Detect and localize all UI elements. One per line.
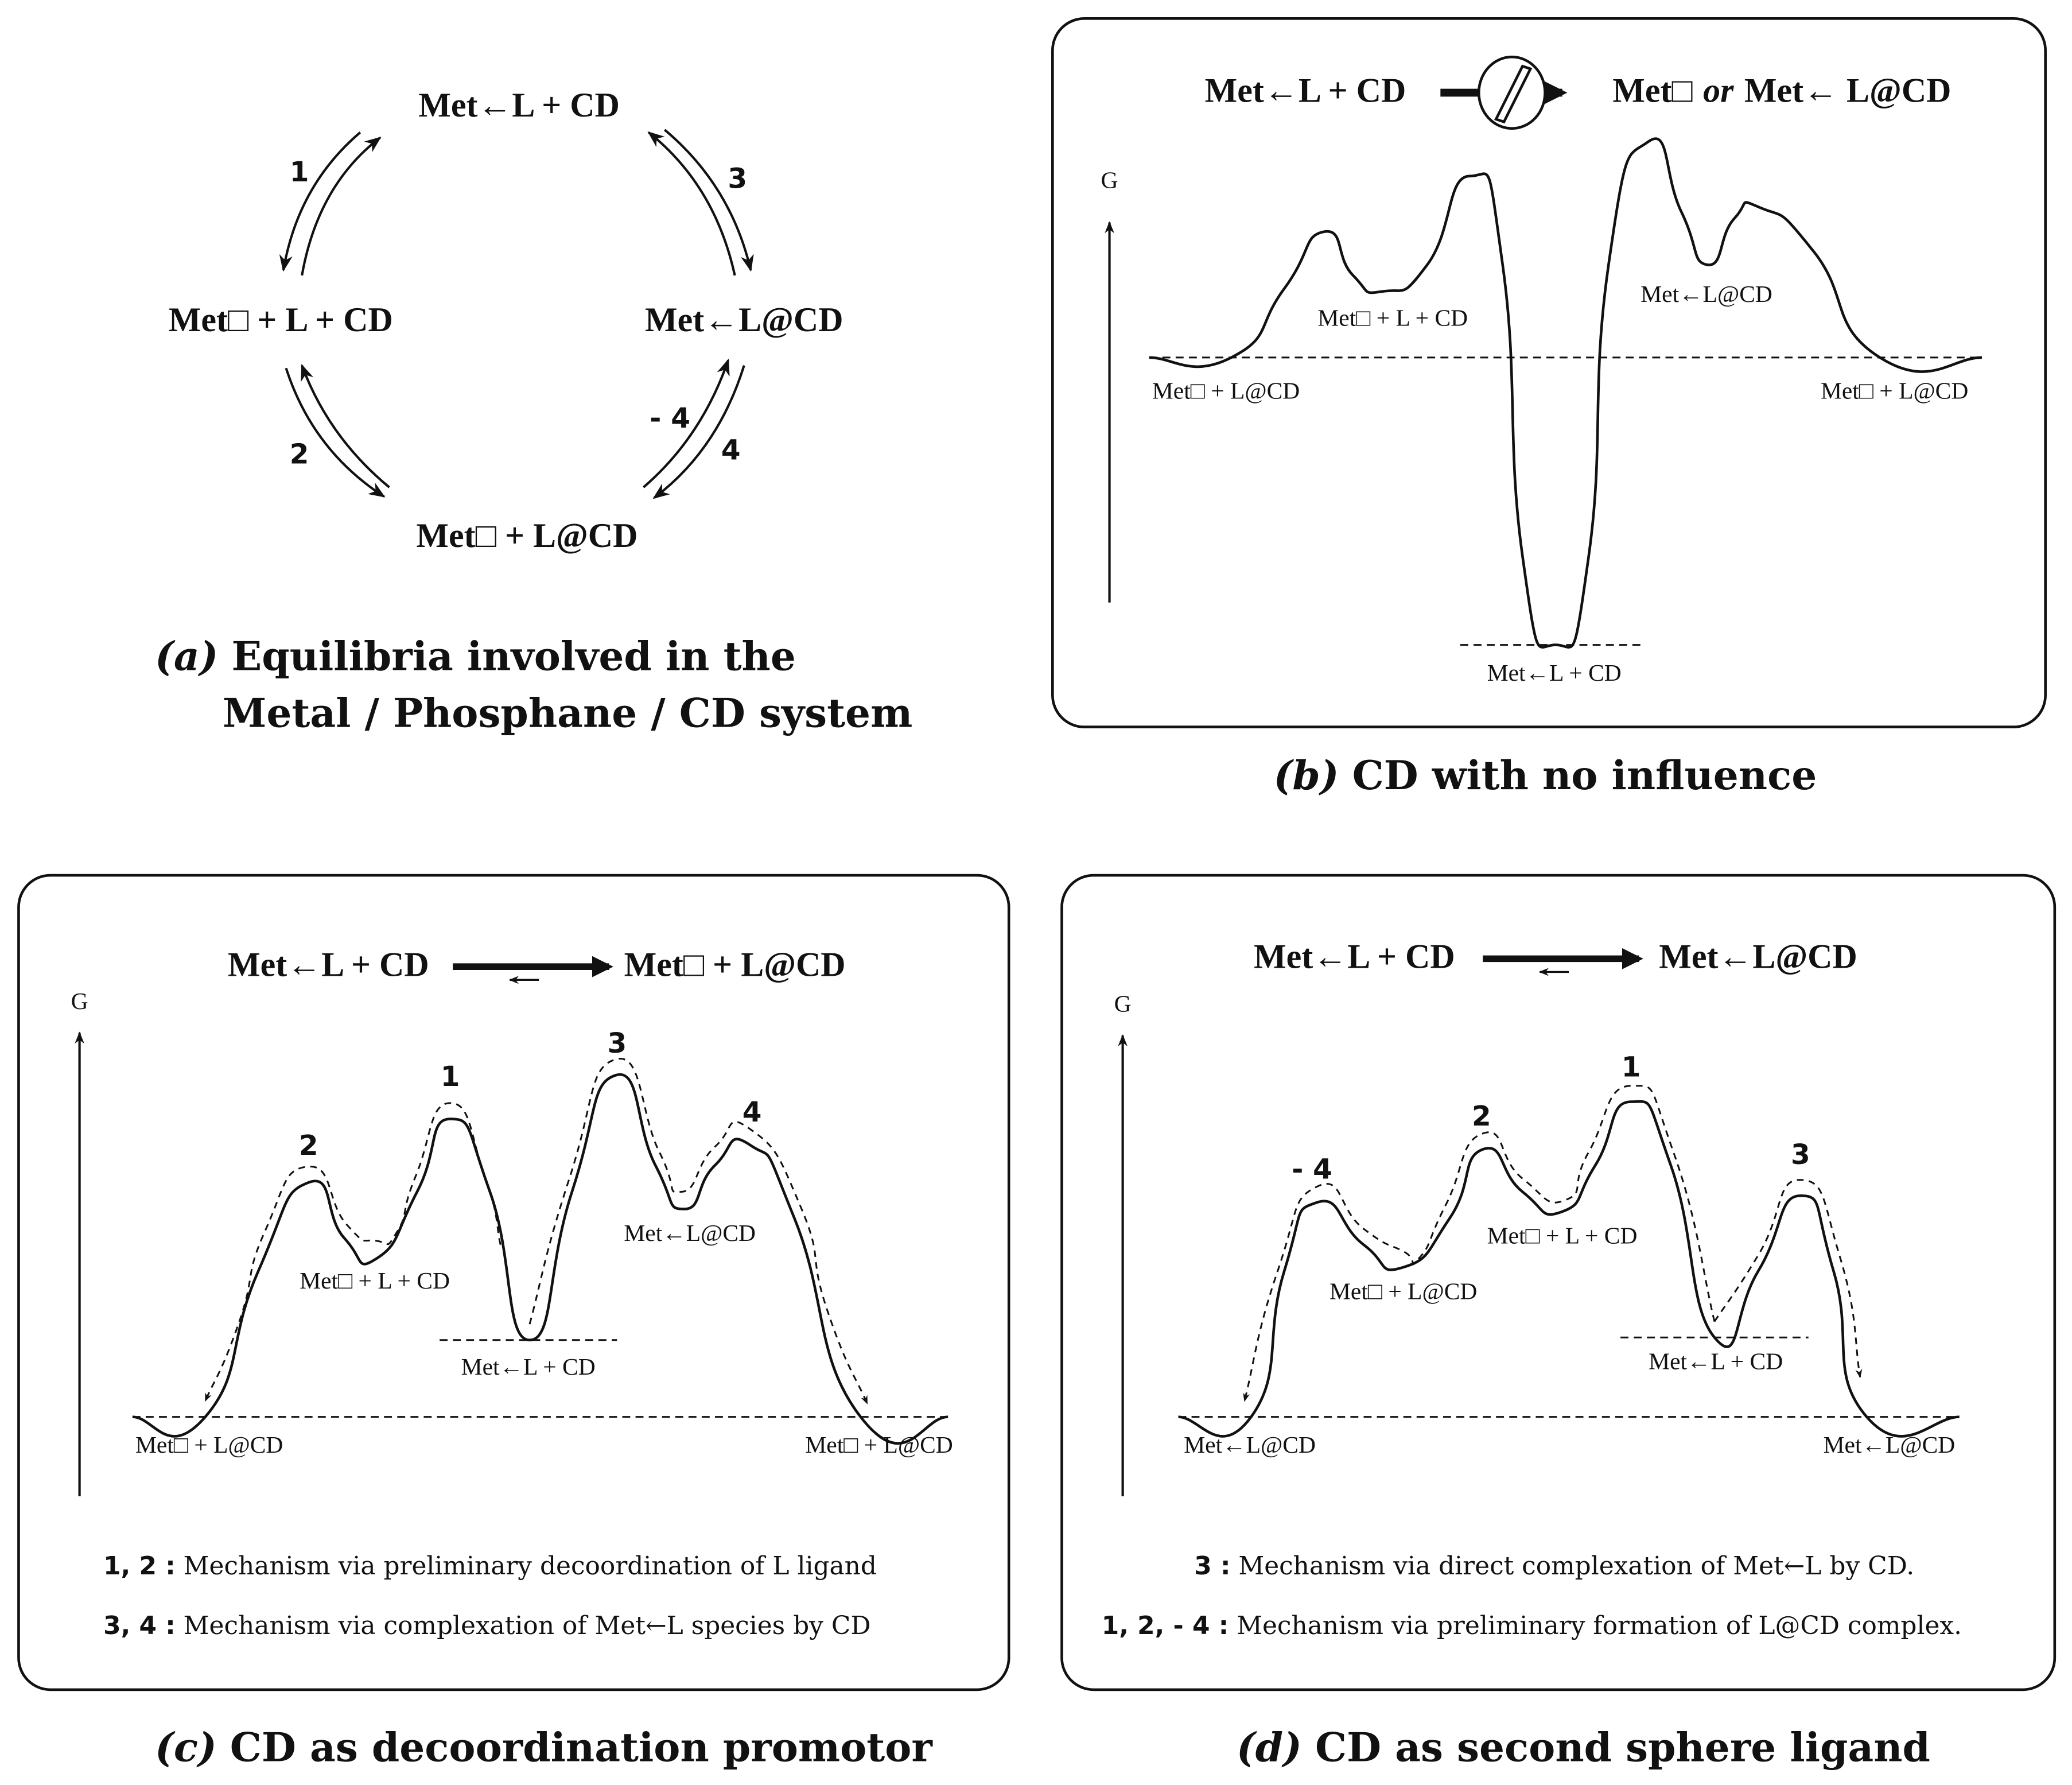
peak-2: 2 (1471, 1100, 1491, 1133)
eq-right: Met□ or Met← L@CD (1612, 71, 1952, 110)
panel-b-frame (1052, 18, 2045, 727)
eq-left: Met←L + CD (1254, 937, 1455, 976)
label-well2: Met←L@CD (1641, 281, 1772, 308)
legend-item: 3, 4 : Mechanism via complexation of Met←L species by CD (103, 1611, 871, 1640)
species-right: Met←L@CD (644, 300, 843, 339)
arrow-1-reverse (283, 133, 360, 270)
legend-item: 1, 2 : Mechanism via preliminary decoordination of L ligand (103, 1551, 877, 1581)
label-left-base: Met←L@CD (1184, 1431, 1316, 1458)
caption-a-line2: Metal / Phosphane / CD system (222, 690, 913, 737)
peak-1: 1 (1621, 1051, 1641, 1084)
peak-1: 1 (440, 1060, 460, 1093)
label-right-base: Met□ + L@CD (805, 1431, 953, 1458)
panel-d-second-sphere (1062, 875, 2054, 1771)
eq-left: Met←L + CD (1204, 71, 1406, 110)
arrow-label-1: 1 (289, 156, 309, 189)
peak-minus4: - 4 (1292, 1153, 1332, 1186)
label-bottom: Met←L + CD (1487, 659, 1622, 686)
caption-a: (a) Equilibria involved in the (155, 633, 796, 680)
legend-item: 3 : Mechanism via direct complexation of Met←L by CD. (1194, 1551, 1915, 1581)
caption-c: (c) CD as decoordination promotor (155, 1724, 932, 1771)
g-axis-label: G (71, 988, 88, 1015)
label-left-base: Met□ + L@CD (1152, 377, 1300, 404)
legend-item: 1, 2, - 4 : Mechanism via preliminary formation of L@CD complex. (1101, 1611, 1962, 1640)
caption-b: (b) CD with no influence (1273, 752, 1817, 800)
label-right-base: Met←L@CD (1823, 1431, 1956, 1458)
arrow-label-3: 3 (728, 162, 748, 195)
peak-4: 4 (742, 1096, 762, 1129)
arrow-label-4: 4 (721, 434, 741, 467)
arrow-1-forward (302, 138, 380, 275)
arrow-3-reverse (649, 133, 735, 275)
label-well1: Met□ + L@CD (1329, 1278, 1478, 1305)
eq-left: Met←L + CD (228, 945, 429, 984)
label-well2: Met←L + CD (461, 1353, 596, 1380)
arrow-2-reverse (302, 366, 389, 487)
panel-b-no-influence (1052, 18, 2045, 799)
panel-c-decoordination (18, 875, 1009, 1771)
caption-d: (d) CD as second sphere ligand (1237, 1724, 1930, 1771)
label-well1: Met□ + L + CD (300, 1267, 450, 1294)
peak-3: 3 (607, 1027, 627, 1060)
panel-a-equilibria (155, 86, 912, 737)
arrow-label-minus4: - 4 (650, 402, 690, 435)
eq-right: Met←L@CD (1659, 937, 1857, 976)
label-well2: Met□ + L + CD (1487, 1222, 1638, 1249)
label-well3: Met←L@CD (624, 1219, 756, 1246)
forbidden-icon (1479, 57, 1545, 129)
label-well1: Met□ + L + CD (1317, 304, 1468, 331)
species-left: Met□ + L + CD (168, 300, 393, 339)
label-well3: Met←L + CD (1649, 1348, 1783, 1375)
peak-3: 3 (1791, 1138, 1810, 1171)
arrow-label-2: 2 (289, 438, 309, 471)
g-axis-label: G (1114, 990, 1132, 1017)
species-bottom: Met□ + L@CD (416, 516, 638, 554)
arrow-2-forward (286, 368, 384, 496)
label-left-base: Met□ + L@CD (135, 1431, 283, 1458)
g-axis-label: G (1101, 166, 1118, 193)
label-right-base: Met□ + L@CD (1820, 377, 1969, 404)
peak-2: 2 (298, 1129, 318, 1162)
species-top: Met←L + CD (418, 86, 620, 125)
eq-right: Met□ + L@CD (624, 945, 846, 984)
